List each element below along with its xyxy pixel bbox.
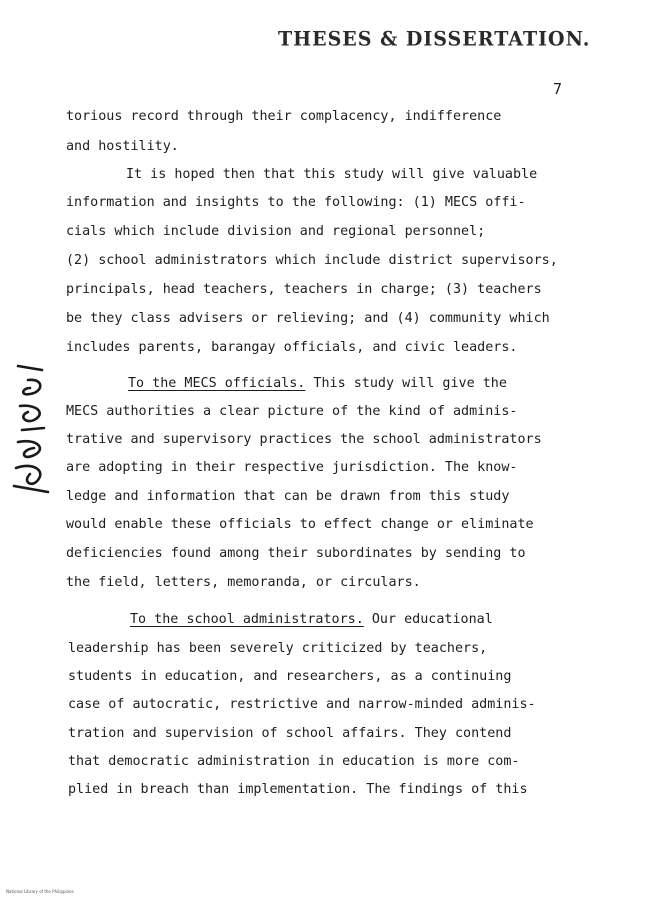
mecs-line-5: ledge and information that can be drawn from this study — [66, 489, 510, 504]
body-line-2: and hostility. — [66, 139, 179, 154]
admin-line-4: case of autocratic, restrictive and narrow-minded adminis- — [68, 697, 536, 712]
footer-note: National Library of the Philippines — [6, 889, 74, 894]
body-line-1: torious record through their complacency, indifference — [66, 109, 502, 124]
body-line-9: includes parents, barangay officials, and civic leaders. — [66, 340, 518, 355]
admin-paragraph-first-line — [130, 613, 493, 626]
admin-heading: To the school administrators. — [130, 612, 364, 627]
admin-line-3: students in education, and researchers, as a continuing — [68, 669, 512, 684]
mecs-heading: To the MECS officials. — [128, 376, 306, 391]
body-line-5: cials which include division and regional personnel; — [66, 224, 486, 239]
handwritten-margin-note — [8, 358, 54, 496]
body-line-6: (2) school administrators which include district supervisors, — [66, 253, 558, 268]
mecs-line-4: are adopting in their respective jurisdiction. The know- — [66, 460, 518, 475]
page-number: 7 — [553, 80, 563, 98]
mecs-line-8: the field, letters, memoranda, or circulars. — [66, 575, 421, 590]
mecs-first-line-rest: This study will give the — [305, 376, 507, 391]
admin-line-6: that democratic administration in education is more com- — [68, 754, 520, 769]
archive-stamp: THESES & DISSERTATION. — [278, 27, 591, 51]
mecs-line-2: MECS authorities a clear picture of the kind of adminis- — [66, 404, 518, 419]
body-line-3: It is hoped then that this study will give valuable — [126, 167, 538, 182]
body-line-7: principals, head teachers, teachers in charge; (3) teachers — [66, 282, 542, 297]
mecs-paragraph-first-line — [128, 377, 507, 390]
body-line-4: information and insights to the following: (1) MECS offi- — [66, 195, 526, 210]
mecs-line-6: would enable these officials to effect change or eliminate — [66, 517, 534, 532]
admin-first-line-rest: Our educational — [363, 612, 493, 627]
mecs-line-3: trative and supervisory practices the school administrators — [66, 432, 542, 447]
admin-line-5: tration and supervision of school affairs. They contend — [68, 726, 512, 741]
admin-line-2: leadership has been severely criticized by teachers, — [68, 641, 488, 656]
admin-line-7: plied in breach than implementation. The findings of this — [68, 782, 528, 797]
body-line-8: be they class advisers or relieving; and (4) community which — [66, 311, 550, 326]
mecs-line-7: deficiencies found among their subordinates by sending to — [66, 546, 526, 561]
